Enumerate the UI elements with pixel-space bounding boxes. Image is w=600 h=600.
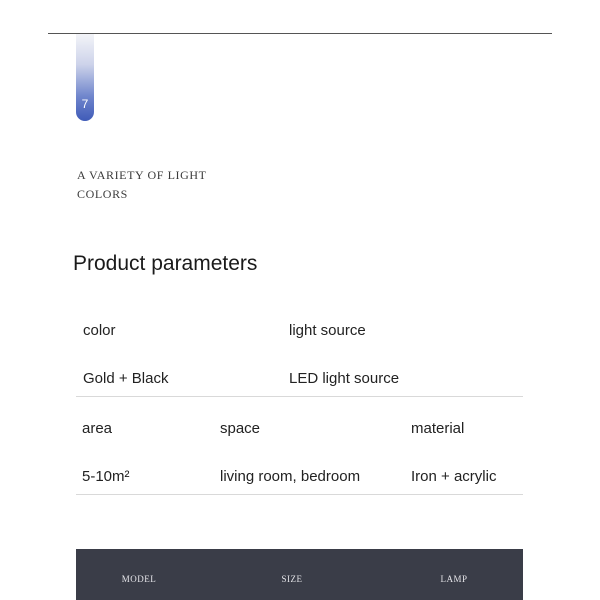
tagline: A VARIETY OF LIGHT COLORS <box>77 168 207 201</box>
param-space-label: space <box>220 420 261 437</box>
step-number: 7 <box>81 97 89 111</box>
model-table-header <box>76 549 523 600</box>
lamp-column-header: LAMP <box>440 574 468 584</box>
param-divider <box>76 396 523 397</box>
param-material-value: Iron + acrylic <box>411 468 497 485</box>
top-divider <box>48 33 552 34</box>
size-column-header: SIZE <box>281 574 303 584</box>
section-title: Product parameters <box>73 252 258 275</box>
param-color-label: color <box>83 322 116 339</box>
param-area-value: 5-10m² <box>82 468 130 485</box>
param-area-label: area <box>82 420 113 437</box>
param-material-label: material <box>411 420 465 437</box>
param-light-source-value: LED light source <box>289 370 400 387</box>
step-indicator <box>76 34 94 121</box>
param-space-value: living room, bedroom <box>220 468 361 485</box>
param-color-value: Gold + Black <box>83 370 169 387</box>
model-column-header: MODEL <box>121 574 157 584</box>
param-light-source-label: light source <box>289 322 366 339</box>
param-divider <box>76 494 523 495</box>
